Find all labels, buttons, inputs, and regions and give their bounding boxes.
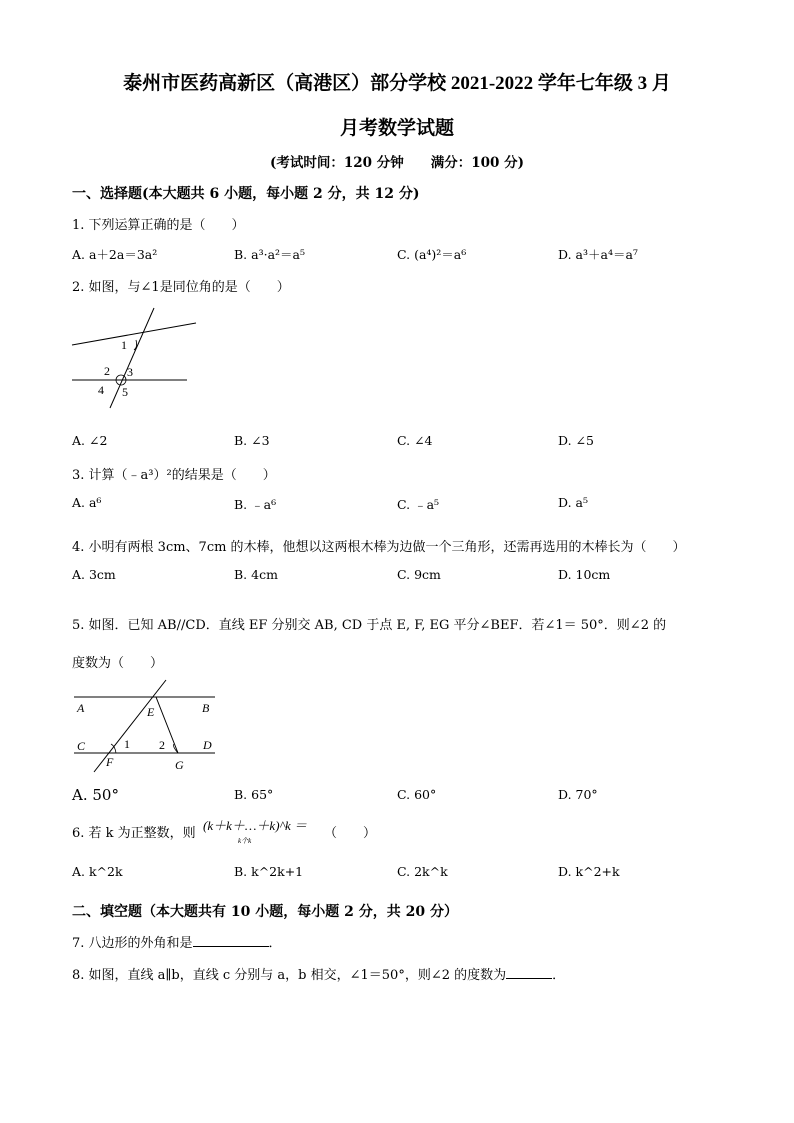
question-4-option-d: D. 10cm bbox=[558, 567, 611, 582]
exam-info: (考试时间：120 分钟 满分：100 分) bbox=[269, 155, 525, 171]
question-5-option-a: A. 50° bbox=[72, 786, 119, 804]
question-2-option-b: B. ∠3 bbox=[234, 433, 270, 448]
question-3-option-d: D. a⁵ bbox=[558, 495, 588, 510]
q2-label-2: 2 bbox=[104, 364, 110, 378]
question-5-option-b: B. 65° bbox=[234, 787, 274, 802]
question-1-option-a: A. a＋2a＝3a² bbox=[72, 247, 158, 262]
q5-label-2: 2 bbox=[159, 738, 165, 752]
line-ef bbox=[94, 680, 166, 772]
question-7-blank[interactable] bbox=[193, 946, 269, 947]
question-1-option-b: B. a³·a²＝a⁵ bbox=[234, 247, 305, 262]
q5-label-f: F bbox=[106, 755, 114, 769]
question-1-stem: 1. 下列运算正确的是（ ） bbox=[72, 218, 245, 233]
question-5-option-c: C. 60° bbox=[397, 787, 437, 802]
q2-label-1: 1 bbox=[121, 338, 127, 352]
q2-label-3: 3 bbox=[127, 365, 133, 379]
section-2-title: 二、填空题（本大题共有 10 小题，每小题 2 分，共 20 分） bbox=[72, 904, 458, 920]
question-1-option-d: D. a³＋a⁴＝a⁷ bbox=[558, 247, 638, 262]
transversal-upper-line bbox=[72, 323, 196, 345]
exam-title-line1: 泰州市医药高新区（高港区）部分学校 2021-2022 学年七年级 3 月 bbox=[123, 73, 671, 94]
slanted-line bbox=[110, 308, 154, 408]
question-8-stem: 8. 如图，直线 a∥b，直线 c 分别与 a，b 相交，∠1＝50°，则∠2 的度数为 bbox=[72, 968, 507, 983]
q5-label-c: C bbox=[77, 739, 86, 753]
question-2-figure bbox=[60, 300, 200, 410]
q5-label-d: D bbox=[203, 738, 212, 752]
question-6-option-b: B. k^2k+1 bbox=[234, 864, 304, 879]
question-2-option-d: D. ∠5 bbox=[558, 433, 594, 448]
q5-label-g: G bbox=[175, 758, 184, 772]
exam-title-line2: 月考数学试题 bbox=[339, 118, 454, 139]
question-4-option-b: B. 4cm bbox=[234, 567, 278, 582]
q5-label-b: B bbox=[202, 701, 210, 715]
question-3-stem: 3. 计算（﹣a³）²的结果是（ ） bbox=[72, 468, 276, 483]
question-6-formula: (k＋k＋…＋k)^k ＝ bbox=[203, 818, 308, 833]
q2-label-4: 4 bbox=[98, 383, 104, 397]
question-5-figure bbox=[60, 676, 230, 776]
q5-label-a: A bbox=[77, 701, 85, 715]
question-8-blank[interactable] bbox=[506, 978, 552, 979]
question-2-option-c: C. ∠4 bbox=[397, 433, 433, 448]
question-4-stem: 4. 小明有两根 3cm、7cm 的木棒，他想以这两根木棒为边做一个三角形，还需再选用的木棒长为（ ） bbox=[72, 540, 686, 555]
q5-label-1: 1 bbox=[124, 737, 130, 751]
section-1-title: 一、选择题(本大题共 6 小题，每小题 2 分，共 12 分) bbox=[72, 186, 420, 202]
question-7-end: ． bbox=[268, 936, 282, 951]
question-3-option-a: A. a⁶ bbox=[72, 495, 102, 510]
question-5-stem-line2: 度数为（ ） bbox=[72, 656, 164, 671]
question-5-option-d: D. 70° bbox=[558, 787, 598, 802]
question-2-stem: 2. 如图，与∠1是同位角的是（ ） bbox=[72, 280, 290, 295]
question-4-option-c: C. 9cm bbox=[397, 567, 441, 582]
question-8-end: ． bbox=[552, 968, 566, 983]
question-6-option-a: A. k^2k bbox=[72, 864, 123, 879]
question-6-option-c: C. 2k^k bbox=[397, 864, 448, 879]
question-7-stem: 7. 八边形的外角和是 bbox=[72, 936, 193, 951]
q5-label-e: E bbox=[147, 705, 155, 719]
question-6-stem-suffix: （ ） bbox=[324, 826, 377, 841]
question-8 bbox=[72, 964, 565, 983]
question-2-option-a: A. ∠2 bbox=[72, 433, 108, 448]
question-1-option-c: C. (a⁴)²＝a⁶ bbox=[397, 247, 467, 262]
question-3-option-b: B. ﹣a⁶ bbox=[234, 497, 277, 512]
question-4-option-a: A. 3cm bbox=[72, 567, 116, 582]
question-3-option-c: C. ﹣a⁵ bbox=[397, 497, 440, 512]
question-6-formula-underbrace: k个k bbox=[238, 837, 252, 845]
q2-label-5: 5 bbox=[122, 385, 128, 399]
question-7 bbox=[72, 932, 282, 951]
question-5-stem-line1: 5. 如图．已知 AB//CD．直线 EF 分别交 AB, CD 于点 E, F, EG 平分∠BEF．若∠1＝ 50°．则∠2 的 bbox=[72, 618, 667, 633]
question-6-stem-prefix: 6. 若 k 为正整数，则 bbox=[72, 826, 196, 841]
question-6-option-d: D. k^2+k bbox=[558, 864, 620, 879]
